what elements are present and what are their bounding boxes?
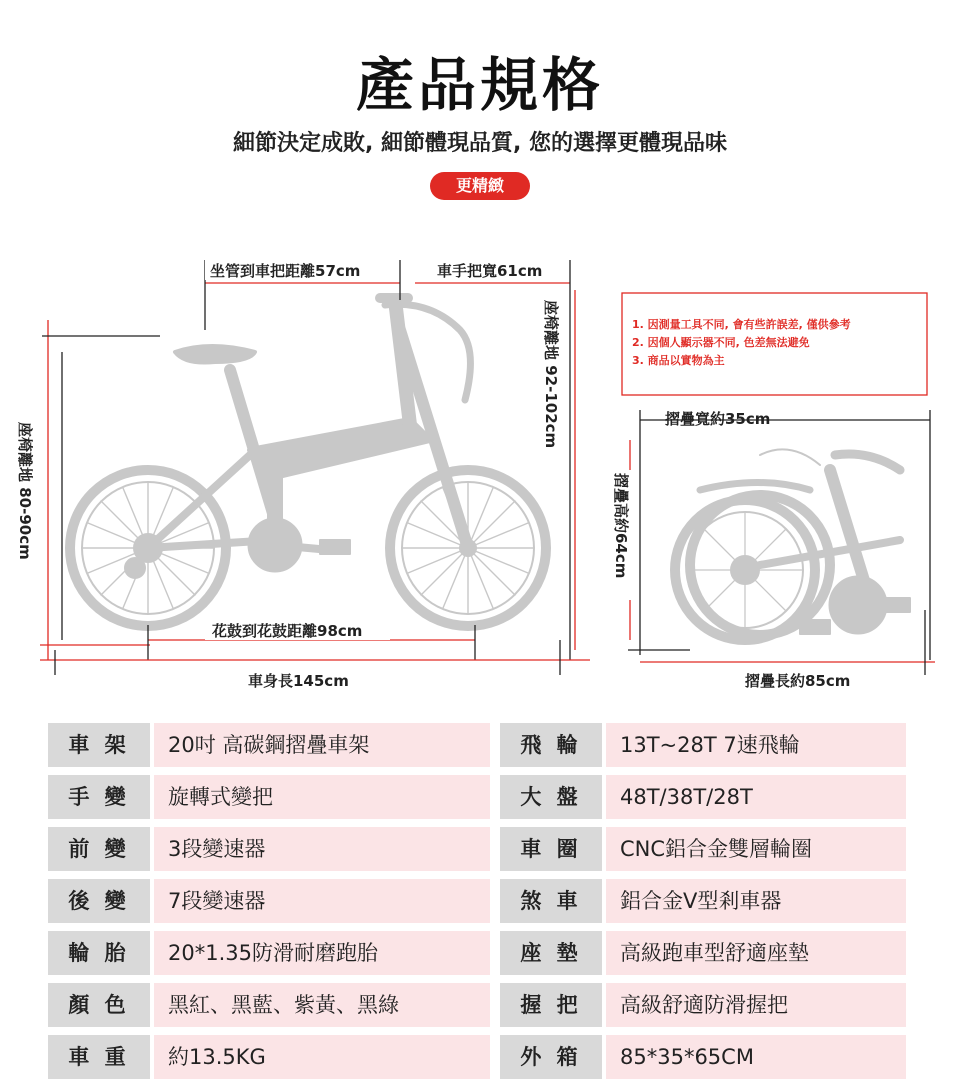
folded-height-label: 摺疊高約64cm: [612, 473, 630, 579]
note-line-2: 2. 因個人顯示器不同, 色差無法避免: [632, 336, 810, 349]
note-line-3: 3. 商品以實物為主: [632, 354, 725, 367]
spec-value: 高級跑車型舒適座墊: [606, 931, 906, 975]
spec-value: 48T/38T/28T: [606, 775, 906, 819]
folded-length-label: 摺疊長約85cm: [745, 672, 851, 690]
folded-bike-illustration: [675, 449, 910, 640]
seat-height-right-label: 座椅離地 92-102cm: [542, 300, 560, 449]
spec-label: 煞 車: [500, 879, 602, 923]
spec-label: 後 變: [48, 879, 150, 923]
spec-label: 顏 色: [48, 983, 150, 1027]
spec-label: 飛 輪: [500, 723, 602, 767]
seat-height-left-label: 座椅離地 80-90cm: [16, 422, 34, 560]
bike-illustration: [70, 298, 546, 626]
spec-value: 3段變速器: [154, 827, 490, 871]
page-subtitle: 細節決定成敗, 細節體現品質, 您的選擇更體現品味: [232, 131, 728, 156]
spec-value: CNC鋁合金雙層輪圈: [606, 827, 906, 871]
folded-width-label: 摺疊寬約35cm: [665, 410, 771, 428]
spec-label: 車 架: [48, 723, 150, 767]
spec-value: 旋轉式變把: [154, 775, 490, 819]
spec-label: 座 墊: [500, 931, 602, 975]
note-line-1: 1. 因測量工具不同, 會有些許誤差, 僅供參考: [632, 318, 851, 331]
page-title: 產品規格: [355, 51, 604, 119]
seat-to-handlebar-label: 坐管到車把距離57cm: [210, 262, 361, 280]
spec-value: 85*35*65CM: [606, 1035, 906, 1079]
spec-label: 輪 胎: [48, 931, 150, 975]
detail-badge: 更精緻: [430, 172, 530, 200]
spec-value: 7段變速器: [154, 879, 490, 923]
spec-value: 鋁合金V型剎車器: [606, 879, 906, 923]
spec-value: 黑紅、黑藍、紫黃、黑綠: [154, 983, 490, 1027]
body-length-label: 車身長145cm: [248, 672, 349, 690]
spec-value: 高級舒適防滑握把: [606, 983, 906, 1027]
handlebar-width-label: 車手把寬61cm: [437, 262, 543, 280]
spec-label: 外 箱: [500, 1035, 602, 1079]
spec-label: 車 重: [48, 1035, 150, 1079]
spec-value: 20*1.35防滑耐磨跑胎: [154, 931, 490, 975]
spec-value: 約13.5KG: [154, 1035, 490, 1079]
hub-to-hub-label: 花鼓到花鼓距離98cm: [212, 622, 363, 640]
spec-value: 13T~28T 7速飛輪: [606, 723, 906, 767]
spec-label: 握 把: [500, 983, 602, 1027]
spec-label: 大 盤: [500, 775, 602, 819]
spec-label: 前 變: [48, 827, 150, 871]
spec-label: 手 變: [48, 775, 150, 819]
spec-value: 20吋 高碳鋼摺疊車架: [154, 723, 490, 767]
spec-label: 車 圈: [500, 827, 602, 871]
